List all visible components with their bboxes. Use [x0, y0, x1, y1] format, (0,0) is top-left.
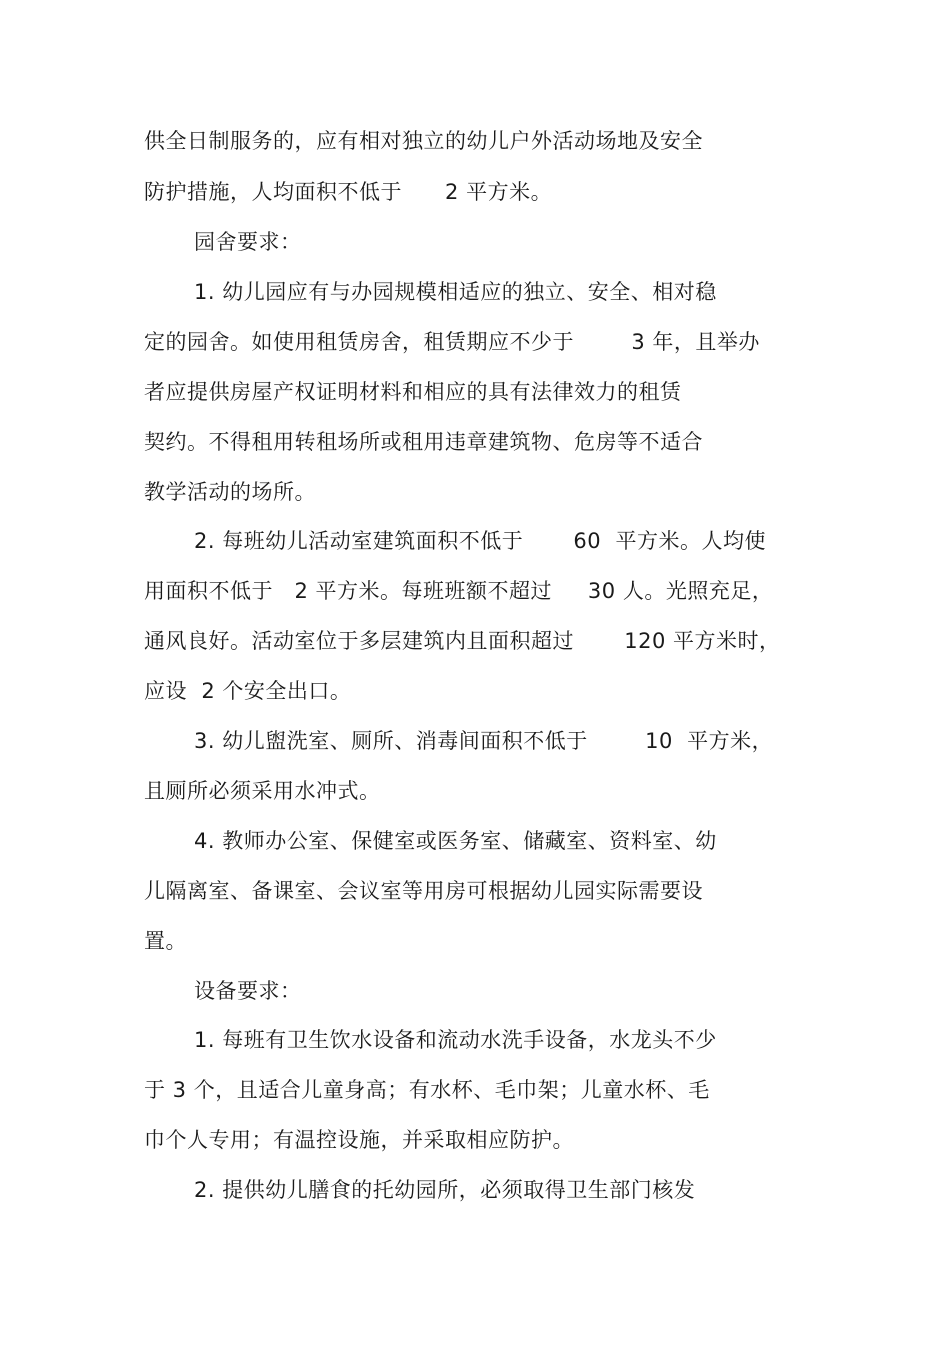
text-line: 置。	[144, 929, 187, 953]
section-heading-equipment: 设备要求：	[194, 979, 302, 1003]
text-line: 用面积不低于 2 平方米。每班班额不超过 30 人。光照充足，	[144, 579, 774, 603]
text-line: 且厕所必须采用水冲式。	[144, 779, 381, 803]
text-line: 契约。不得租用转租场所或租用违章建筑物、危房等不适合	[144, 430, 703, 454]
text-line: 通风良好。活动室位于多层建筑内且面积超过 120 平方米时，	[144, 629, 781, 653]
text-line: 者应提供房屋产权证明材料和相应的具有法律效力的租赁	[144, 380, 682, 404]
text-line: 定的园舍。如使用租赁房舍，租赁期应不少于 3 年，且举办	[144, 330, 760, 354]
text-line: 4. 教师办公室、保健室或医务室、储藏室、资料室、幼	[194, 829, 717, 853]
text-line: 1. 每班有卫生饮水设备和流动水洗手设备，水龙头不少	[194, 1028, 717, 1052]
section-heading-premises: 园舍要求：	[194, 230, 302, 254]
text-line: 教学活动的场所。	[144, 480, 316, 504]
text-line: 2. 每班幼儿活动室建筑面积不低于 60 平方米。人均使	[194, 529, 767, 553]
text-line: 防护措施，人均面积不低于 2 平方米。	[144, 180, 553, 204]
text-line: 3. 幼儿盥洗室、厕所、消毒间面积不低于 10 平方米，	[194, 729, 774, 753]
text-line: 应设 2 个安全出口。	[144, 679, 352, 703]
text-line: 2. 提供幼儿膳食的托幼园所，必须取得卫生部门核发	[194, 1178, 696, 1202]
text-line: 于 3 个，且适合儿童身高；有水杯、毛巾架；儿童水杯、毛	[144, 1078, 710, 1102]
text-line: 儿隔离室、备课室、会议室等用房可根据幼儿园实际需要设	[144, 879, 703, 903]
text-line: 供全日制服务的，应有相对独立的幼儿户外活动场地及安全	[144, 129, 703, 153]
text-line: 巾个人专用；有温控设施，并采取相应防护。	[144, 1128, 574, 1152]
text-line: 1. 幼儿园应有与办园规模相适应的独立、安全、相对稳	[194, 280, 717, 304]
